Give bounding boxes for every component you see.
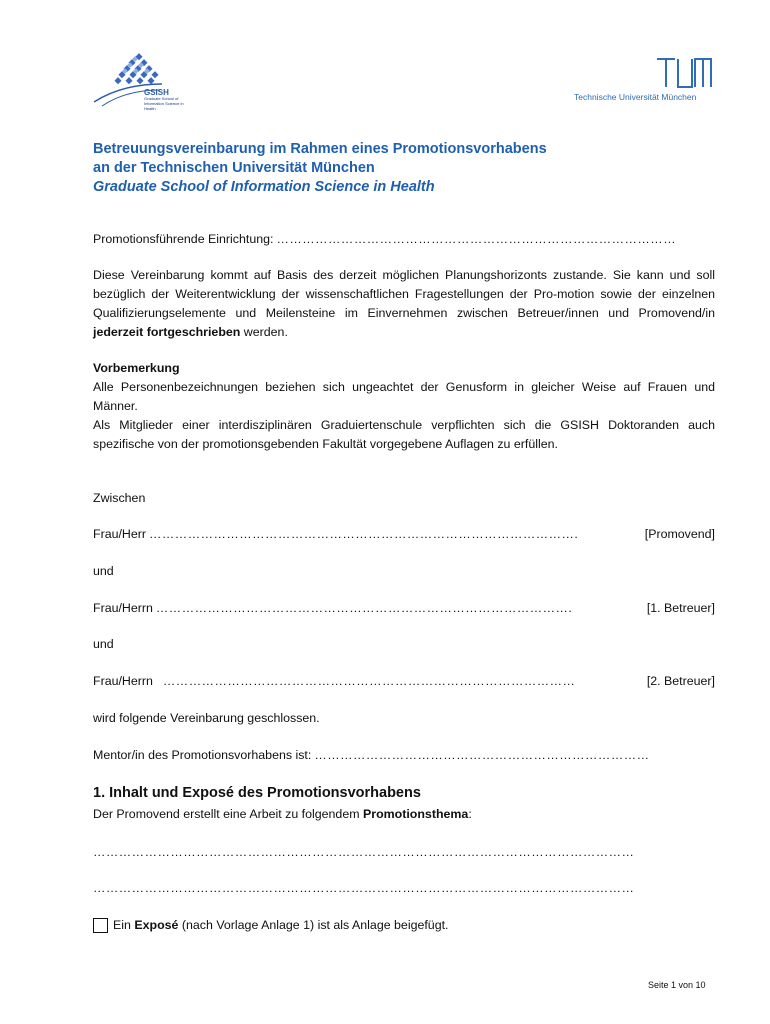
betreuer2-label: Frau/Herrn <box>93 674 153 688</box>
and-label-2: und <box>93 637 114 651</box>
intro-bold: jederzeit fortgeschrieben <box>93 325 241 339</box>
between-label: Zwischen <box>93 491 146 505</box>
page-number: Seite 1 von 10 <box>648 980 706 990</box>
betreuer2-field[interactable] <box>93 672 715 691</box>
betreuer1-label: Frau/Herrn <box>93 601 153 615</box>
expose-pre: Ein <box>113 918 135 932</box>
mentor-dots: …………………………………………………………………… <box>314 748 650 762</box>
section-1-bold: Promotionsthema <box>362 807 469 821</box>
expose-bold: Exposé <box>134 918 179 932</box>
tum-name: Technische Universität München <box>574 92 697 102</box>
promovend-role: [Promovend] <box>644 527 715 541</box>
preface-para-2: Als Mitglieder einer interdisziplinären Graduiertenschule verpflichten sich die GSISH Doktoranden auch spezifische von der promotionsgebenden Fakultät vorgegebene Auflagen zu erfüllen. <box>93 418 715 451</box>
and-label-1: und <box>93 564 114 578</box>
tum-emblem-icon <box>656 58 712 88</box>
betreuer2-role: [2. Betreuer] <box>646 674 715 688</box>
topic-line-2[interactable] <box>93 879 705 898</box>
institution-dots: ………………………………………………………………………………… <box>276 232 677 246</box>
institution-label: Promotionsführende Einrichtung: <box>93 232 274 246</box>
topic-line-1[interactable] <box>93 843 705 862</box>
agreement-text: wird folgende Vereinbarung geschlossen. <box>93 711 320 725</box>
promovend-field[interactable] <box>93 525 715 544</box>
institution-field[interactable] <box>93 230 705 249</box>
betreuer1-role: [1. Betreuer] <box>646 601 715 615</box>
expose-checkbox[interactable] <box>93 918 108 933</box>
promovend-label: Frau/Herr <box>93 527 147 541</box>
expose-post: (nach Vorlage Anlage 1) ist als Anlage beigefügt. <box>178 918 449 932</box>
title-line-3: Graduate School of Information Science in Health <box>93 179 435 195</box>
expose-label <box>113 916 613 935</box>
promovend-dots: ………………………………………………………………………………………. <box>149 527 579 541</box>
tum-logo <box>574 58 714 104</box>
title-line-1: Betreuungsvereinbarung im Rahmen eines Promotionsvorhabens <box>93 141 547 157</box>
betreuer2-dots: …………………………………………………………………………………… <box>162 674 576 688</box>
section-1-colon: : <box>468 807 472 821</box>
preface-section <box>93 359 715 454</box>
gsish-name: GSISH <box>144 88 169 97</box>
section-1-heading: 1. Inhalt und Exposé des Promotionsvorhabens <box>93 785 421 801</box>
gsish-logo <box>92 48 202 120</box>
mentor-label: Mentor/in des Promotionsvorhabens ist: <box>93 748 312 762</box>
gsish-logo-text <box>144 90 184 111</box>
section-1-intro <box>93 805 715 824</box>
title-line-2: an der Technischen Universität München <box>93 160 375 176</box>
topic-dots-2: ……………………………………………………………………………………………………………… <box>93 881 635 895</box>
betreuer1-dots: ……………………………………………………………………………………. <box>155 601 573 615</box>
gsish-subtitle: Graduate School of Information Science in Health <box>144 96 184 111</box>
document-title <box>93 140 733 197</box>
preface-para-1: Alle Personenbezeichnungen beziehen sich ungeachtet der Genusform in gleicher Weise auf Frauen und Männer. <box>93 380 715 413</box>
section-1-text: Der Promovend erstellt eine Arbeit zu folgendem <box>93 807 363 821</box>
betreuer1-field[interactable] <box>93 599 715 618</box>
preface-heading: Vorbemerkung <box>93 361 180 375</box>
intro-paragraph <box>93 266 715 342</box>
topic-dots-1: ……………………………………………………………………………………………………………… <box>93 845 635 859</box>
intro-text-end: werden. <box>240 325 288 339</box>
intro-text: Diese Vereinbarung kommt auf Basis des derzeit möglichen Planungshorizonts zustande. Sie kann und soll bezüglich der Weiterentwicklung der wissenschaftlichen Fragestellungen der Pro-motion sowie der einzelnen Qualifizierungselemente und Meilensteine im Einvernehmen zwischen Betreuer/innen und Promovend/in <box>93 268 715 320</box>
mentor-field[interactable] <box>93 746 705 765</box>
